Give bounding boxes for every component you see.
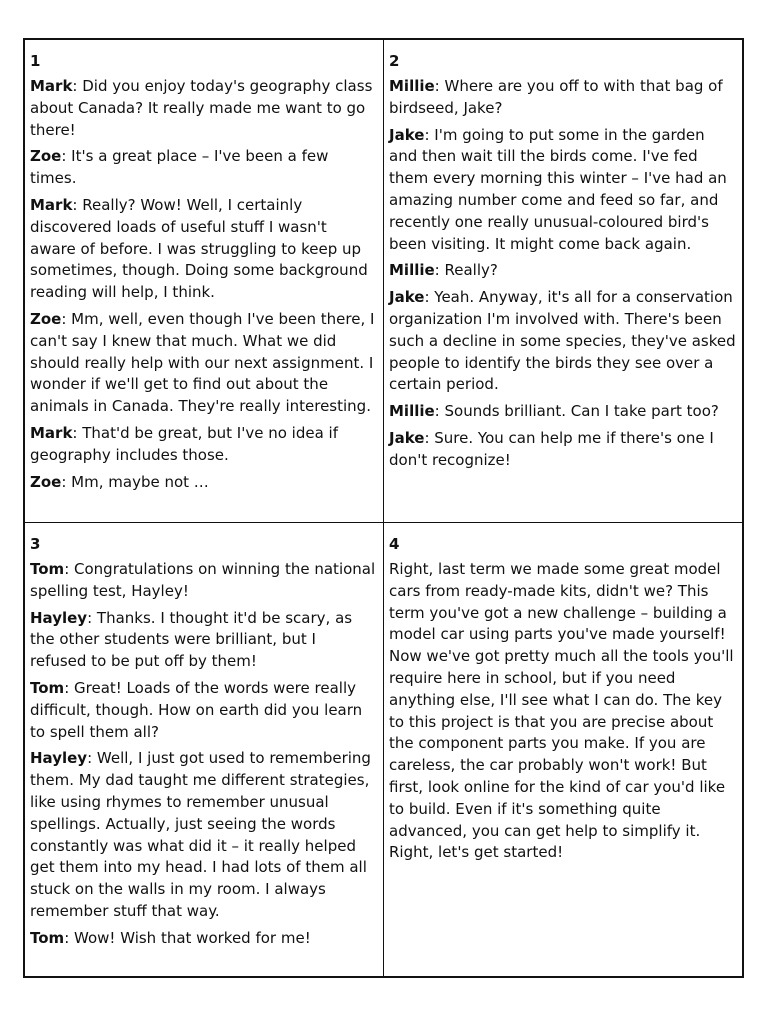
dialogue-line (389, 401, 736, 423)
dialogue-text: : Where are you off to with that bag of birdseed, Jake? (389, 77, 723, 117)
transcript-cell-1 (25, 40, 384, 523)
speaker-name: Zoe (30, 472, 62, 491)
speaker-name: Jake (389, 428, 425, 447)
speaker-name: Tom (30, 560, 65, 578)
dialogue-text: : Did you enjoy today's geography class about Canada? It really made me want to go there! (30, 77, 373, 139)
dialogue-text: : Sure. You can help me if there's one I don't recognize! (389, 428, 714, 469)
dialogue-line (30, 423, 377, 467)
dialogue-line (30, 678, 377, 743)
cell-number: 2 (389, 52, 400, 70)
speaker-name: Mark (30, 423, 73, 442)
transcript-cell-4 (384, 523, 742, 976)
speaker-name: Mark (30, 77, 73, 95)
dialogue-line (30, 559, 377, 603)
dialogue-text: : Congratulations on winning the national spelling test, Hayley! (30, 560, 376, 600)
dialogue-text: : Thanks. I thought it'd be scary, as the other students were brilliant, but I refused to be put off by them! (30, 608, 353, 671)
dialogue-line (30, 146, 377, 190)
dialogue-line (30, 748, 377, 922)
dialogue-text: : It's a great place – I've been a few times. (30, 147, 329, 188)
dialogue-line (30, 309, 377, 418)
speaker-name: Hayley (30, 608, 88, 627)
speaker-name: Millie (389, 261, 435, 280)
dialogue-line (389, 260, 736, 282)
dialogue-text: : I'm going to put some in the garden and then wait till the birds come. I've fed them every morning this winter – I've had an amazing number come and feed so far, and recently one really unusual-coloured bird's been visiting. It might come back again. (389, 125, 727, 253)
speaker-name: Tom (30, 678, 65, 697)
speaker-name: Millie (389, 402, 435, 421)
dialogue-line (389, 287, 736, 396)
dialogue-text: : Really? (434, 261, 498, 280)
speaker-name: Tom (30, 928, 65, 947)
dialogue-text: : Well, I just got used to remembering them. My dad taught me different strategies, like using rhymes to remember unusual spellings. Actually, just seeing the words constantly was what did it – it really helped get them into my head. I had lots of them all stuck on the walls in my room. I always remember stuff that way. (30, 749, 371, 920)
speaker-name: Jake (389, 288, 425, 307)
dialogue-text: : That'd be great, but I've no idea if geography includes those. (30, 423, 338, 464)
dialogue-line (389, 76, 736, 120)
cell-number: 1 (30, 52, 41, 70)
dialogue-text: : Mm, maybe not … (61, 472, 209, 491)
dialogue-line (30, 928, 377, 950)
speaker-name: Hayley (30, 749, 88, 768)
dialogue-text: : Really? Wow! Well, I certainly discovered loads of useful stuff I wasn't aware of before. I was struggling to keep up sometimes, though. Doing some background reading will help, I think. (30, 195, 368, 302)
dialogue-text: : Wow! Wish that worked for me! (64, 928, 311, 947)
speaker-name: Jake (389, 125, 425, 144)
cell-number: 4 (389, 535, 400, 553)
speaker-name: Mark (30, 195, 73, 214)
dialogue-text: : Yeah. Anyway, it's all for a conservation organization I'm involved with. There's been such a decline in some species, they've asked people to identify the birds they see over a certain period. (389, 288, 736, 394)
monologue-paragraph: Right, last term we made some great model cars from ready-made kits, didn't we? This term you've got a new challenge – building a model car using parts you've made yourself! Now we've got pretty much all the tools you'll require here in school, but if you need anything else, I'll see what I can do. The key to this project is that you are precise about the component parts you make. If you are careless, the car probably won't work! But first, look online for the kind of car you'd like to build. Even if it's something quite advanced, you can get help to simplify it. Right, let's get started! (389, 560, 734, 862)
cell-number: 3 (30, 535, 41, 553)
dialogue-text: : Sounds brilliant. Can I take part too? (434, 402, 719, 421)
dialogue-text: : Mm, well, even though I've been there, I can't say I knew that much. What we did should really help with our next assignment. I wonder if we'll get to find out about the animals in Canada. They're really interesting. (30, 309, 375, 416)
dialogue-line (30, 195, 377, 304)
dialogue-line (30, 608, 377, 673)
transcript-cell-3 (25, 523, 384, 976)
dialogue-line (389, 125, 736, 256)
transcript-cell-2 (384, 40, 742, 523)
speaker-name: Zoe (30, 309, 62, 328)
dialogue-line (30, 472, 377, 494)
speaker-name: Millie (389, 77, 435, 95)
transcript-grid (23, 38, 744, 978)
dialogue-text: : Great! Loads of the words were really difficult, though. How on earth did you learn to spell them all? (30, 678, 363, 741)
dialogue-line (389, 428, 736, 472)
speaker-name: Zoe (30, 147, 62, 166)
dialogue-line (30, 76, 377, 141)
